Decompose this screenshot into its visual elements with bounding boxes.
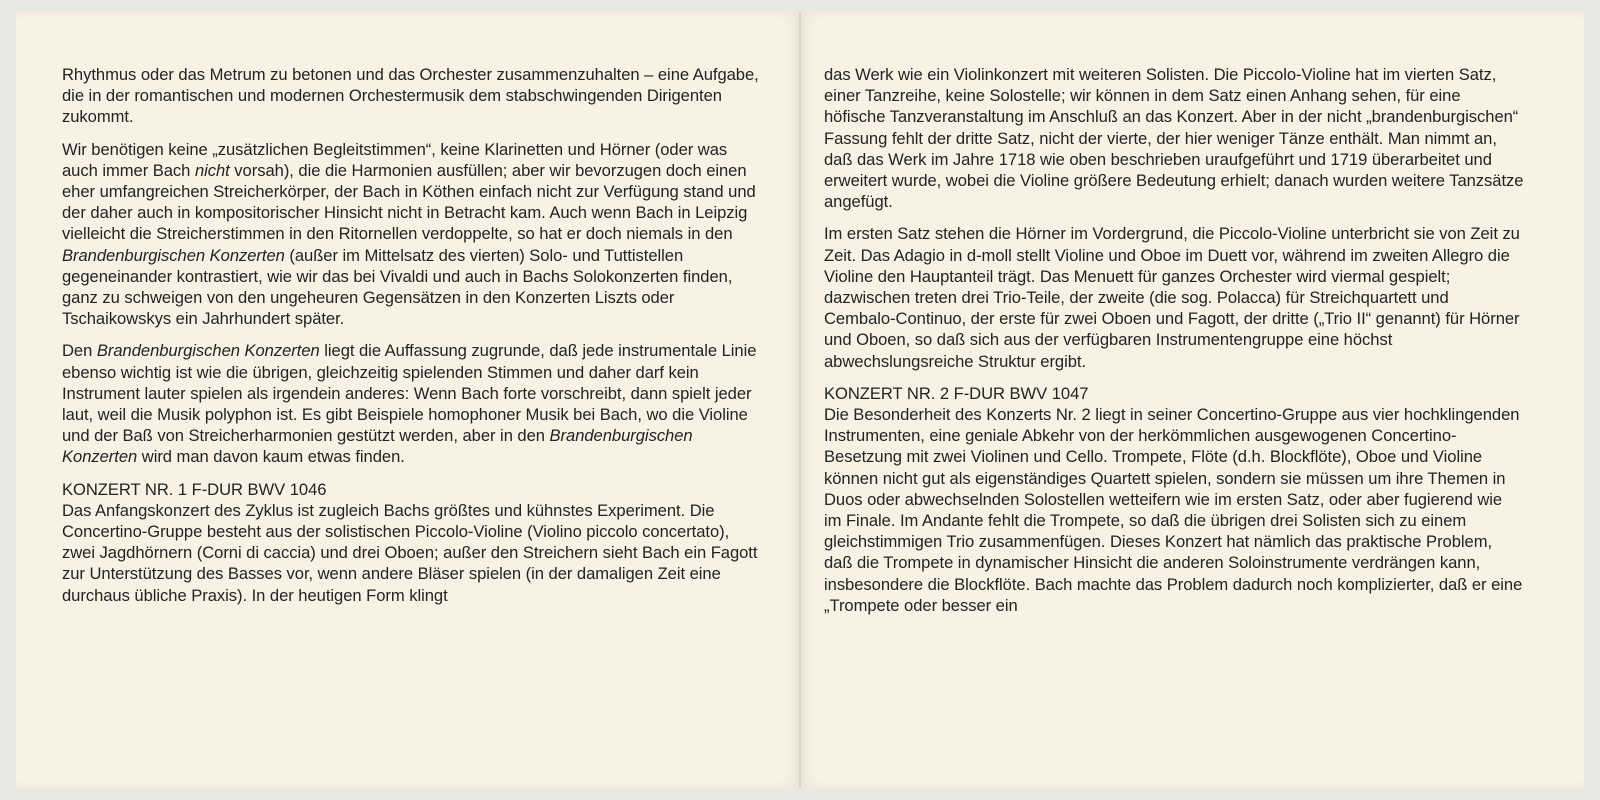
paragraph: Im ersten Satz stehen die Hörner im Vordergrund, die Piccolo-Violine unterbricht sie von Zeit zu Zeit. Das Adagio in d-moll stellt Violine und Oboe im Duett vor, während im zweiten Allegro die Violine den Hauptanteil trägt. Das Menuett für ganzes Orchester wird viermal gespielt; dazwischen treten drei Trio-Teile, der zweite (die sog. Polacca) für Streichquartett und Cembalo-Continuo, der erste für zwei Oboen und Fagott, der dritte („Trio II“ genannt) für Hörner und Oboen, so daß sich aus der verfügbaren Instrumentengruppe eine höchst abwechslungsreiche Struktur ergibt. (824, 224, 1520, 371)
right-text-column (824, 64, 1524, 627)
paragraph: Die Besonderheit des Konzerts Nr. 2 liegt in seiner Concertino-Gruppe aus vier hochklingenden Instrumenten, eine geniale Abkehr von der herkömmlichen ausgewogenen Concertino-Besetzung mit zwei Violinen und Cello. Trompete, Flöte (d.h. Blockflöte), Oboe und Violine können nicht gut als eigenständiges Quartett spielen, sondern sie müssen um ihre Themen in Duos oder abwechselnden Solostellen wetteifern wie im ersten Satz, oder aber fugierend wie im Finale. Im Andante fehlt die Trompete, so daß die übrigen drei Solisten sich zu einem gleichstimmigen Trio zusammenfügen. Dieses Konzert hat nämlich das praktische Problem, daß die Trompete in dynamischer Hinsicht die anderen Soloinstrumente verdrängen kann, insbesondere die Blockflöte. Bach machte das Problem dadurch noch komplizierter, daß er eine „Trompete oder besser ein (824, 405, 1523, 615)
section-heading: KONZERT NR. 1 F-DUR BWV 1046 (62, 479, 327, 499)
booklet-spread (16, 12, 1584, 788)
emphasis: nicht (194, 160, 230, 180)
paragraph: Rhythmus oder das Metrum zu betonen und das Orchester zusammenzuhalten – eine Aufgabe, die in der romantischen und modernen Orchestermusik dem stabschwingenden Dirigenten zukommt. (62, 65, 759, 127)
emphasis: Brandenburgischen Konzerten (96, 341, 320, 361)
paragraph (62, 340, 762, 467)
paragraph: das Werk wie ein Violinkonzert mit weiteren Solisten. Die Piccolo-Violine hat im vierten Satz, einer Tanzreihe, keine Solostelle; wir können in dem Satz einen Anhang sehen, für eine höfische Tanzveranstaltung im Anschluß an das Konzert. Aber in der nicht „brandenburgischen“ Fassung fehlt der dritte Satz, nicht der vierte, der hier weniger Tänze enthält. Man nimmt an, daß das Werk im Jahre 1718 wie oben beschrieben uraufgeführt und 1719 überarbeitet und erweitert wurde, wobei die Violine größere Bedeutung erhielt; danach wurden weitere Tanzsätze angefügt. (824, 65, 1524, 212)
section-heading: KONZERT NR. 2 F-DUR BWV 1047 (824, 383, 1089, 403)
text-run: Wir benötigen keine „zusätzlichen Begleitstimmen“, keine Klarinetten und Hörner (oder was auch immer Bach (62, 139, 728, 180)
text-run: wird man davon kaum etwas finden. (137, 447, 405, 467)
text-run: Den (62, 341, 97, 361)
left-text-column (62, 64, 762, 617)
text-run: liegt die Auffassung zugrunde, daß jede instrumentale Linie ebenso wichtig ist wie die übrigen, gleichzeitig spielenden Stimmen und daher darf kein Instrument lauter spielen als irgendein anderes: Wenn Bach forte vorschreibt, dann spielt jeder laut, weil die Musik polyphon ist. Es gibt Beispiele homophoner Musik bei Bach, wo die Violine und der Baß von Streicherharmonien gestützt werden, aber in den (62, 341, 757, 446)
emphasis: Brandenburgischen Konzerten (62, 245, 285, 265)
paragraph: Das Anfangskonzert des Zyklus ist zugleich Bachs größtes und kühnstes Experiment. Die Concertino-Gruppe besteht aus der solistischen Piccolo-Violine (Violino piccolo concertato), zwei Jagdhörnern (Corni di caccia) und drei Oboen; außer den Streichern sieht Bach ein Fagott zur Unterstützung des Basses vor, wenn andere Bläser spielen (in der damaligen Zeit eine durchaus übliche Praxis). In der heutigen Form klingt (62, 500, 758, 605)
text-run: (außer im Mittelsatz des vierten) Solo- und Tuttistellen gegeneinander kontrastiert, wie wir das bei Vivaldi und auch in Bachs Solokonzerten finden, ganz zu schweigen von den ungeheuren Gegensätzen in den Konzerten Liszts oder Tschaikowskys ein Jahrhundert später. (62, 245, 733, 329)
paragraph (62, 139, 762, 330)
text-run: vorsah), die die Harmonien ausfüllen; aber wir bevorzugen doch einen eher umfangreichen Streicherkörper, der Bach in Köthen einfach nicht zur Verfügung stand und der daher auch in kompositorischer Hinsicht nicht in Betracht kam. Auch wenn Bach in Leipzig vielleicht die Streicherstimmen in den Ritornellen verdoppelte, so hat er doch niemals in den (62, 160, 756, 244)
right-page (800, 12, 1584, 788)
left-page (16, 12, 800, 788)
emphasis: Brandenburgischen Konzerten (62, 426, 693, 467)
